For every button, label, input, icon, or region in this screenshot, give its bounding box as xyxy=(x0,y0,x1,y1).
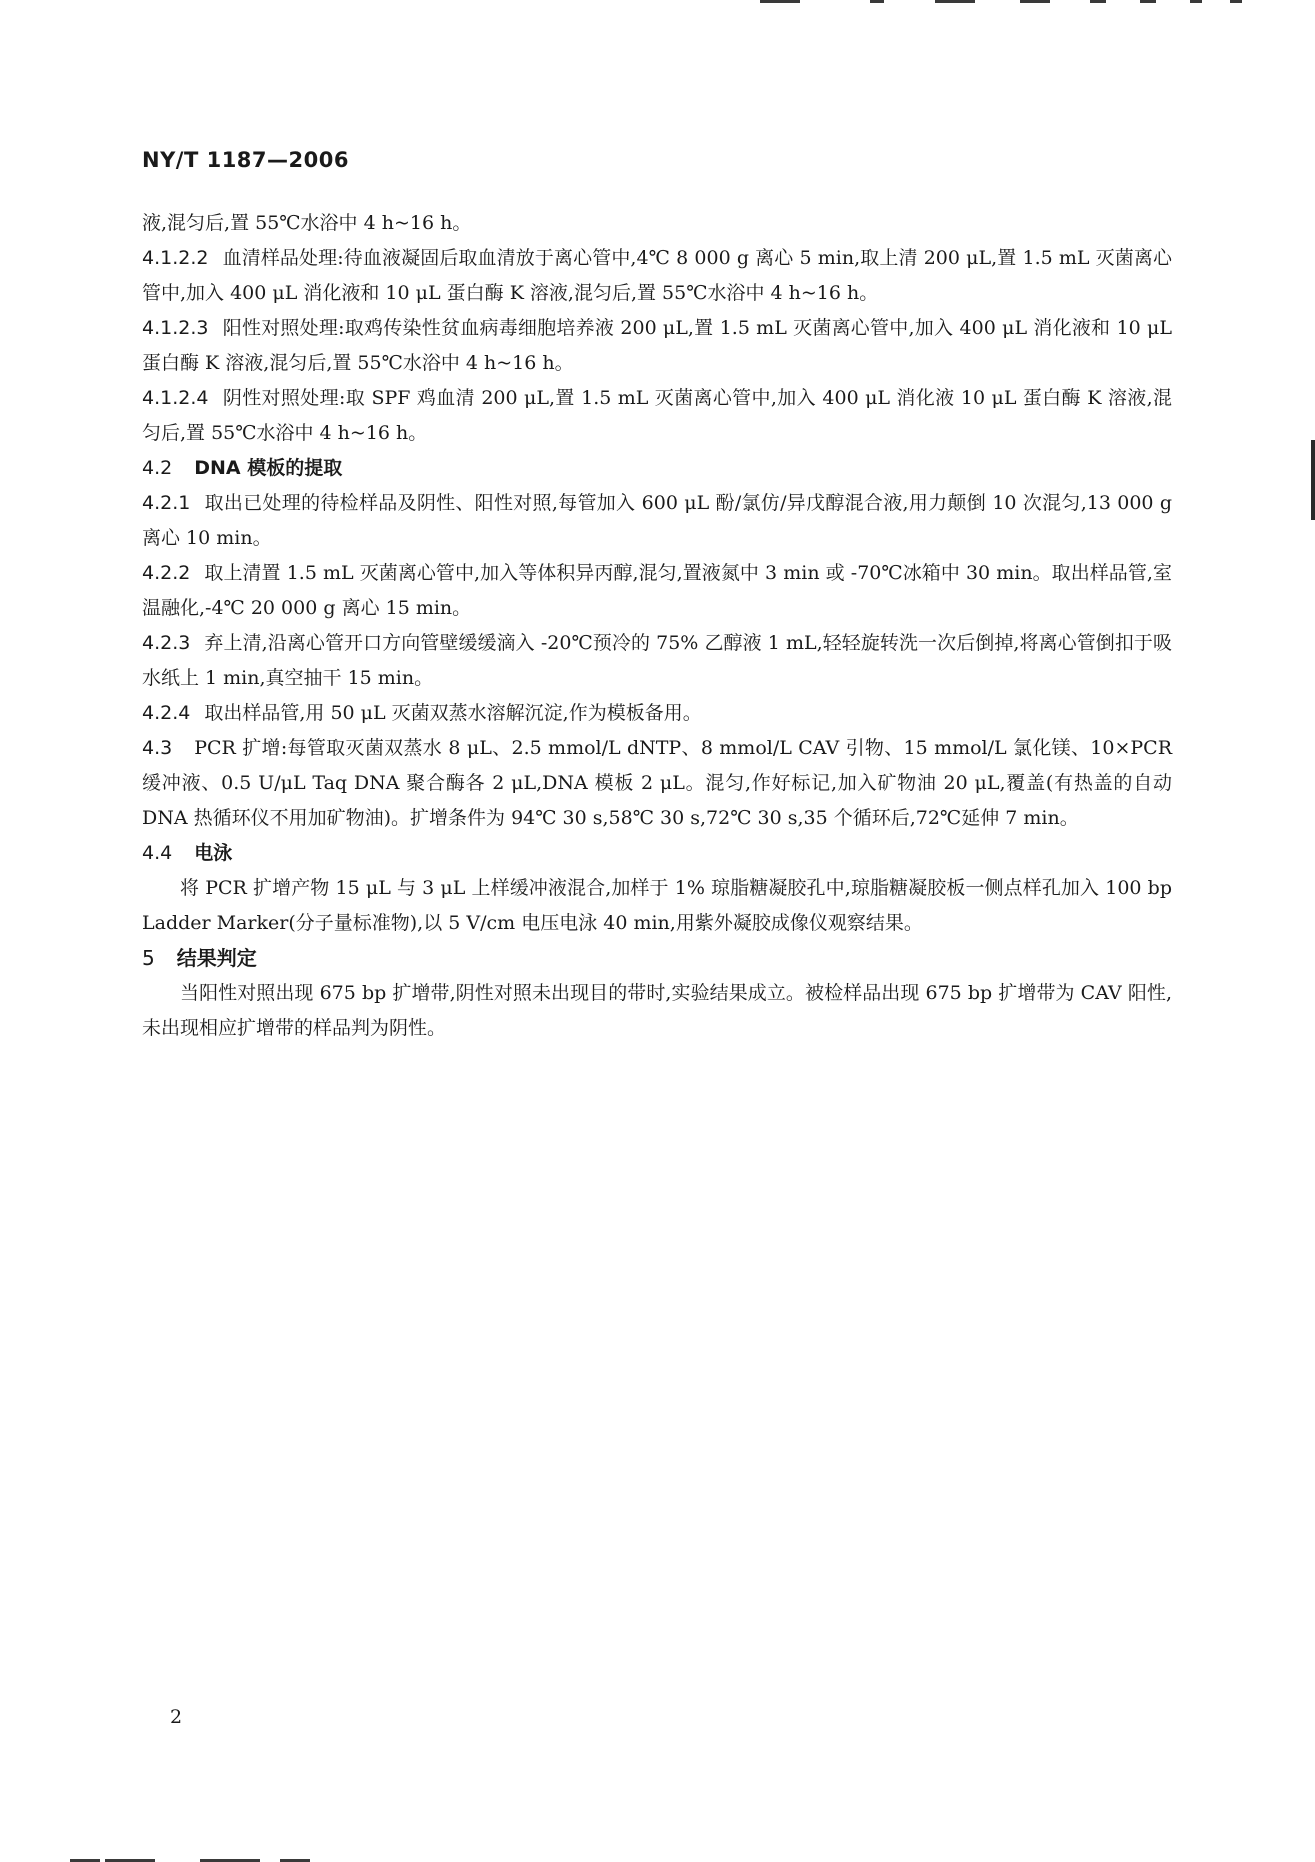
document-page xyxy=(142,148,1172,1046)
heading-title: 结果判定 xyxy=(176,946,257,970)
clause-number: 4.2.1 xyxy=(142,492,191,514)
standard-code-header: NY/T 1187—2006 xyxy=(142,148,349,172)
clause-text: 弃上清,沿离心管开口方向管壁缓缓滴入 -20℃预冷的 75% 乙醇液 1 mL,轻轻旋转洗一次后倒掉,将离心管倒扣于吸水纸上 1 min,真空抽干 15 min。 xyxy=(142,632,1172,689)
heading-4-4 xyxy=(142,836,1172,871)
scan-artifact-top-6 xyxy=(1140,0,1156,3)
clause-text: 取出已处理的待检样品及阴性、阳性对照,每管加入 600 μL 酚/氯仿/异戊醇混合液,用力颠倒 10 次混匀,13 000 g 离心 10 min。 xyxy=(142,492,1172,549)
clause-4-1-2-3 xyxy=(142,311,1172,381)
section-4-4-body: 将 PCR 扩增产物 15 μL 与 3 μL 上样缓冲液混合,加样于 1% 琼脂糖凝胶孔中,琼脂糖凝胶板一侧点样孔加入 100 bp Ladder Marker(分子量标准物),以 5 V/cm 电压电泳 40 min,用紫外凝胶成像仪观察结果。 xyxy=(142,877,1172,934)
heading-5 xyxy=(142,941,1172,976)
scan-artifact-top-1 xyxy=(760,0,800,3)
scan-artifact-right-edge xyxy=(1311,440,1315,520)
scan-artifact-top-2 xyxy=(870,0,884,3)
clause-number: 4.2.3 xyxy=(142,632,191,654)
heading-number: 4.4 xyxy=(142,842,173,864)
heading-number: 4.2 xyxy=(142,457,173,479)
clause-number: 4.1.2.2 xyxy=(142,247,209,269)
clause-4-3 xyxy=(142,731,1172,836)
clause-number: 4.3 xyxy=(142,737,173,759)
clause-number: 4.2.4 xyxy=(142,702,191,724)
section-5-body: 当阳性对照出现 675 bp 扩增带,阴性对照未出现目的带时,实验结果成立。被检样品出现 675 bp 扩增带为 CAV 阳性,未出现相应扩增带的样品判为阴性。 xyxy=(142,982,1172,1039)
scan-artifact-top-4 xyxy=(1020,0,1050,3)
clause-text: 阴性对照处理:取 SPF 鸡血清 200 μL,置 1.5 mL 灭菌离心管中,加入 400 μL 消化液 10 μL 蛋白酶 K 溶液,混匀后,置 55℃水浴中 4 h~16 h。 xyxy=(142,387,1172,444)
clause-4-1-2-2 xyxy=(142,241,1172,311)
document-body xyxy=(142,206,1172,1046)
heading-title: DNA 模板的提取 xyxy=(194,457,343,479)
clause-text: 阳性对照处理:取鸡传染性贫血病毒细胞培养液 200 μL,置 1.5 mL 灭菌离心管中,加入 400 μL 消化液和 10 μL 蛋白酶 K 溶液,混匀后,置 55℃水浴中 4 h~16 h。 xyxy=(142,317,1172,374)
page-number: 2 xyxy=(170,1706,183,1728)
clause-text: 血清样品处理:待血液凝固后取血清放于离心管中,4℃ 8 000 g 离心 5 min,取上清 200 μL,置 1.5 mL 灭菌离心管中,加入 400 μL 消化液和 10 μL 蛋白酶 K 溶液,混匀后,置 55℃水浴中 4 h~16 h。 xyxy=(142,247,1172,304)
scan-artifact-top-7 xyxy=(1190,0,1202,3)
clause-4-2-4 xyxy=(142,696,1172,731)
clause-4-2-1 xyxy=(142,486,1172,556)
clause-number: 4.1.2.4 xyxy=(142,387,209,409)
clause-4-2-2 xyxy=(142,556,1172,626)
clause-number: 4.2.2 xyxy=(142,562,191,584)
heading-4-2 xyxy=(142,451,1172,486)
clause-text: 取上清置 1.5 mL 灭菌离心管中,加入等体积异丙醇,混匀,置液氮中 3 min 或 -70℃冰箱中 30 min。取出样品管,室温融化,-4℃ 20 000 g 离心 15 min。 xyxy=(142,562,1172,619)
clause-text: 取出样品管,用 50 μL 灭菌双蒸水溶解沉淀,作为模板备用。 xyxy=(204,702,702,724)
continuation-text: 液,混匀后,置 55℃水浴中 4 h~16 h。 xyxy=(142,212,472,234)
clause-text: PCR 扩增:每管取灭菌双蒸水 8 μL、2.5 mmol/L dNTP、8 mmol/L CAV 引物、15 mmol/L 氯化镁、10×PCR 缓冲液、0.5 U/μL Taq DNA 聚合酶各 2 μL,DNA 模板 2 μL。混匀,作好标记,加入矿物油 20 μL,覆盖(有热盖的自动 DNA 热循环仪不用加矿物油)。扩增条件为 94℃ 30 s,58℃ 30 s,72℃ 30 s,35 个循环后,72℃延伸 7 min。 xyxy=(142,737,1172,829)
heading-number: 5 xyxy=(142,946,155,970)
clause-4-2-3 xyxy=(142,626,1172,696)
scan-artifact-top-3 xyxy=(935,0,975,3)
clause-4-1-2-4 xyxy=(142,381,1172,451)
heading-title: 电泳 xyxy=(194,842,233,864)
scan-artifact-top-8 xyxy=(1230,0,1242,3)
clause-number: 4.1.2.3 xyxy=(142,317,209,339)
scan-artifact-top-5 xyxy=(1090,0,1106,3)
